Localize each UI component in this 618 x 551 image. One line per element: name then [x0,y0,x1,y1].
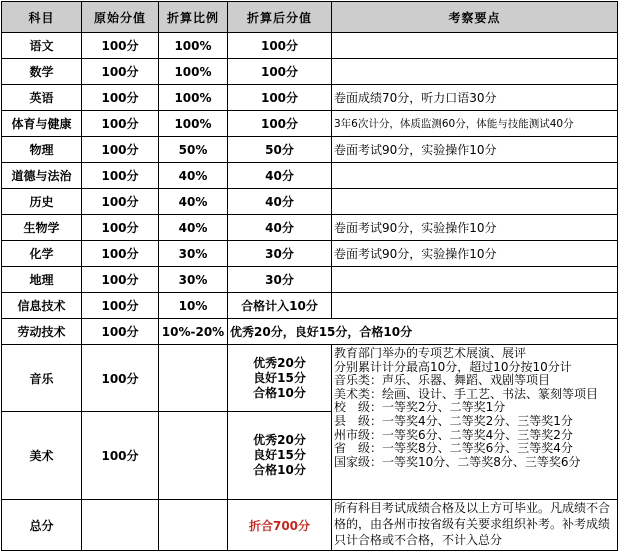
header-key-points: 考察要点 [332,2,618,33]
art-grades-cell [228,412,332,500]
converted-score-cell: 100分 [228,111,332,137]
note-cell [332,59,618,85]
table-row [2,111,618,137]
arts-note-line: 教育部门举办的专项艺术展演、展评 [334,346,527,360]
header-row [2,2,618,33]
ratio-cell: 100% [159,111,228,137]
table-row [2,215,618,241]
labor-grading-cell: 优秀20分，良好15分，合格10分 [228,319,618,345]
subject-cell: 美术 [2,412,82,500]
arts-note-line: 州市级：一等奖6分、二等奖4分、三等奖2分 [334,427,573,442]
raw-score-cell: 100分 [82,319,159,345]
raw-score-cell: 100分 [82,345,159,412]
converted-score-cell: 100分 [228,33,332,59]
converted-score-cell: 30分 [228,241,332,267]
table-row [2,33,618,59]
ratio-cell: 50% [159,137,228,163]
raw-score-cell: 100分 [82,241,159,267]
ratio-cell: 100% [159,59,228,85]
note-cell: 卷面考试90分，实验操作10分 [332,137,618,163]
score-table [1,1,618,551]
table-row [2,163,618,189]
ratio-cell: 10% [159,293,228,319]
table-row [2,293,618,319]
note-cell [332,267,618,293]
music-grades-cell [228,345,332,412]
converted-score-cell: 50分 [228,137,332,163]
raw-score-cell: 100分 [82,111,159,137]
subject-cell: 信息技术 [2,293,82,319]
converted-score-cell: 100分 [228,85,332,111]
raw-score-cell: 100分 [82,412,159,500]
grade-good: 良好15分 [253,448,306,462]
ratio-cell: 100% [159,33,228,59]
header-raw-score: 原始分值 [82,2,159,33]
raw-score-cell: 100分 [82,137,159,163]
raw-score-cell: 100分 [82,293,159,319]
converted-score-cell: 合格计入10分 [228,293,332,319]
header-converted-score: 折算后分值 [228,2,332,33]
converted-score-cell: 40分 [228,189,332,215]
subject-cell: 劳动技术 [2,319,82,345]
ratio-cell: 40% [159,215,228,241]
note-cell: 卷面成绩70分，听力口语30分 [332,85,618,111]
subject-cell: 音乐 [2,345,82,412]
subject-cell: 总分 [2,500,82,551]
note-cell: 卷面考试90分，实验操作10分 [332,241,618,267]
total-converted-cell: 折合700分 [228,500,332,551]
ratio-cell [159,500,228,551]
table-row [2,267,618,293]
arts-note-line: 音乐类：声乐、乐器、舞蹈、戏剧等项目 [334,373,551,388]
note-cell [332,163,618,189]
total-note-cell: 所有科目考试成绩合格及以上方可毕业。凡成绩不合格的，由各州市按省级有关要求组织补考。补考成绩只计合格或不合格，不计入总分 [332,500,618,551]
converted-score-cell: 100分 [228,59,332,85]
grade-pass: 合格10分 [253,463,306,477]
arts-note-line: 分别累计计分最高10分，超过10分按10分计 [334,359,572,374]
ratio-cell: 10%-20% [159,319,228,345]
labor-row [2,319,618,345]
subject-cell: 道德与法治 [2,163,82,189]
ratio-cell: 100% [159,85,228,111]
grade-pass: 合格10分 [253,385,306,400]
converted-score-cell: 40分 [228,215,332,241]
header-subject: 科目 [2,2,82,33]
raw-score-cell: 100分 [82,59,159,85]
converted-score-cell: 40分 [228,163,332,189]
arts-note-line: 国家级：一等奖10分、二等奖8分、三等奖6分 [334,454,581,469]
arts-note-line: 县 级：一等奖4分、二等奖2分、三等奖1分 [334,413,573,428]
subject-cell: 化学 [2,241,82,267]
subject-cell: 历史 [2,189,82,215]
total-row [2,500,618,551]
ratio-cell [159,412,228,500]
subject-cell: 物理 [2,137,82,163]
subject-cell: 生物学 [2,215,82,241]
ratio-cell: 30% [159,267,228,293]
note-cell: 3年6次计分，体质监测60分，体能与技能测试40分 [332,111,618,137]
subject-cell: 体育与健康 [2,111,82,137]
table-row [2,59,618,85]
ratio-cell: 30% [159,241,228,267]
subject-cell: 英语 [2,85,82,111]
raw-score-cell: 100分 [82,189,159,215]
note-cell [332,293,618,319]
note-cell [332,189,618,215]
arts-note-line: 校 级：一等奖2分、二等奖1分 [334,400,506,415]
table-row [2,241,618,267]
table-row [2,137,618,163]
converted-score-cell: 30分 [228,267,332,293]
table-row [2,85,618,111]
raw-score-cell: 100分 [82,163,159,189]
raw-score-cell [82,500,159,551]
table-row [2,189,618,215]
subject-cell: 地理 [2,267,82,293]
note-cell [332,33,618,59]
header-ratio: 折算比例 [159,2,228,33]
music-row [2,345,618,412]
grade-excellent: 优秀20分 [253,355,306,370]
arts-note-line: 美术类：绘画、设计、手工艺、书法、篆刻等项目 [334,386,599,401]
ratio-cell [159,345,228,412]
arts-note-cell [332,345,618,500]
subject-cell: 数学 [2,59,82,85]
raw-score-cell: 100分 [82,267,159,293]
arts-note-line: 省 级：一等奖8分、二等奖6分、三等奖4分 [334,441,573,456]
raw-score-cell: 100分 [82,215,159,241]
subject-cell: 语文 [2,33,82,59]
raw-score-cell: 100分 [82,85,159,111]
ratio-cell: 40% [159,163,228,189]
note-cell: 卷面考试90分，实验操作10分 [332,215,618,241]
raw-score-cell: 100分 [82,33,159,59]
ratio-cell: 40% [159,189,228,215]
grade-good: 良好15分 [253,370,306,385]
grade-excellent: 优秀20分 [253,433,306,447]
